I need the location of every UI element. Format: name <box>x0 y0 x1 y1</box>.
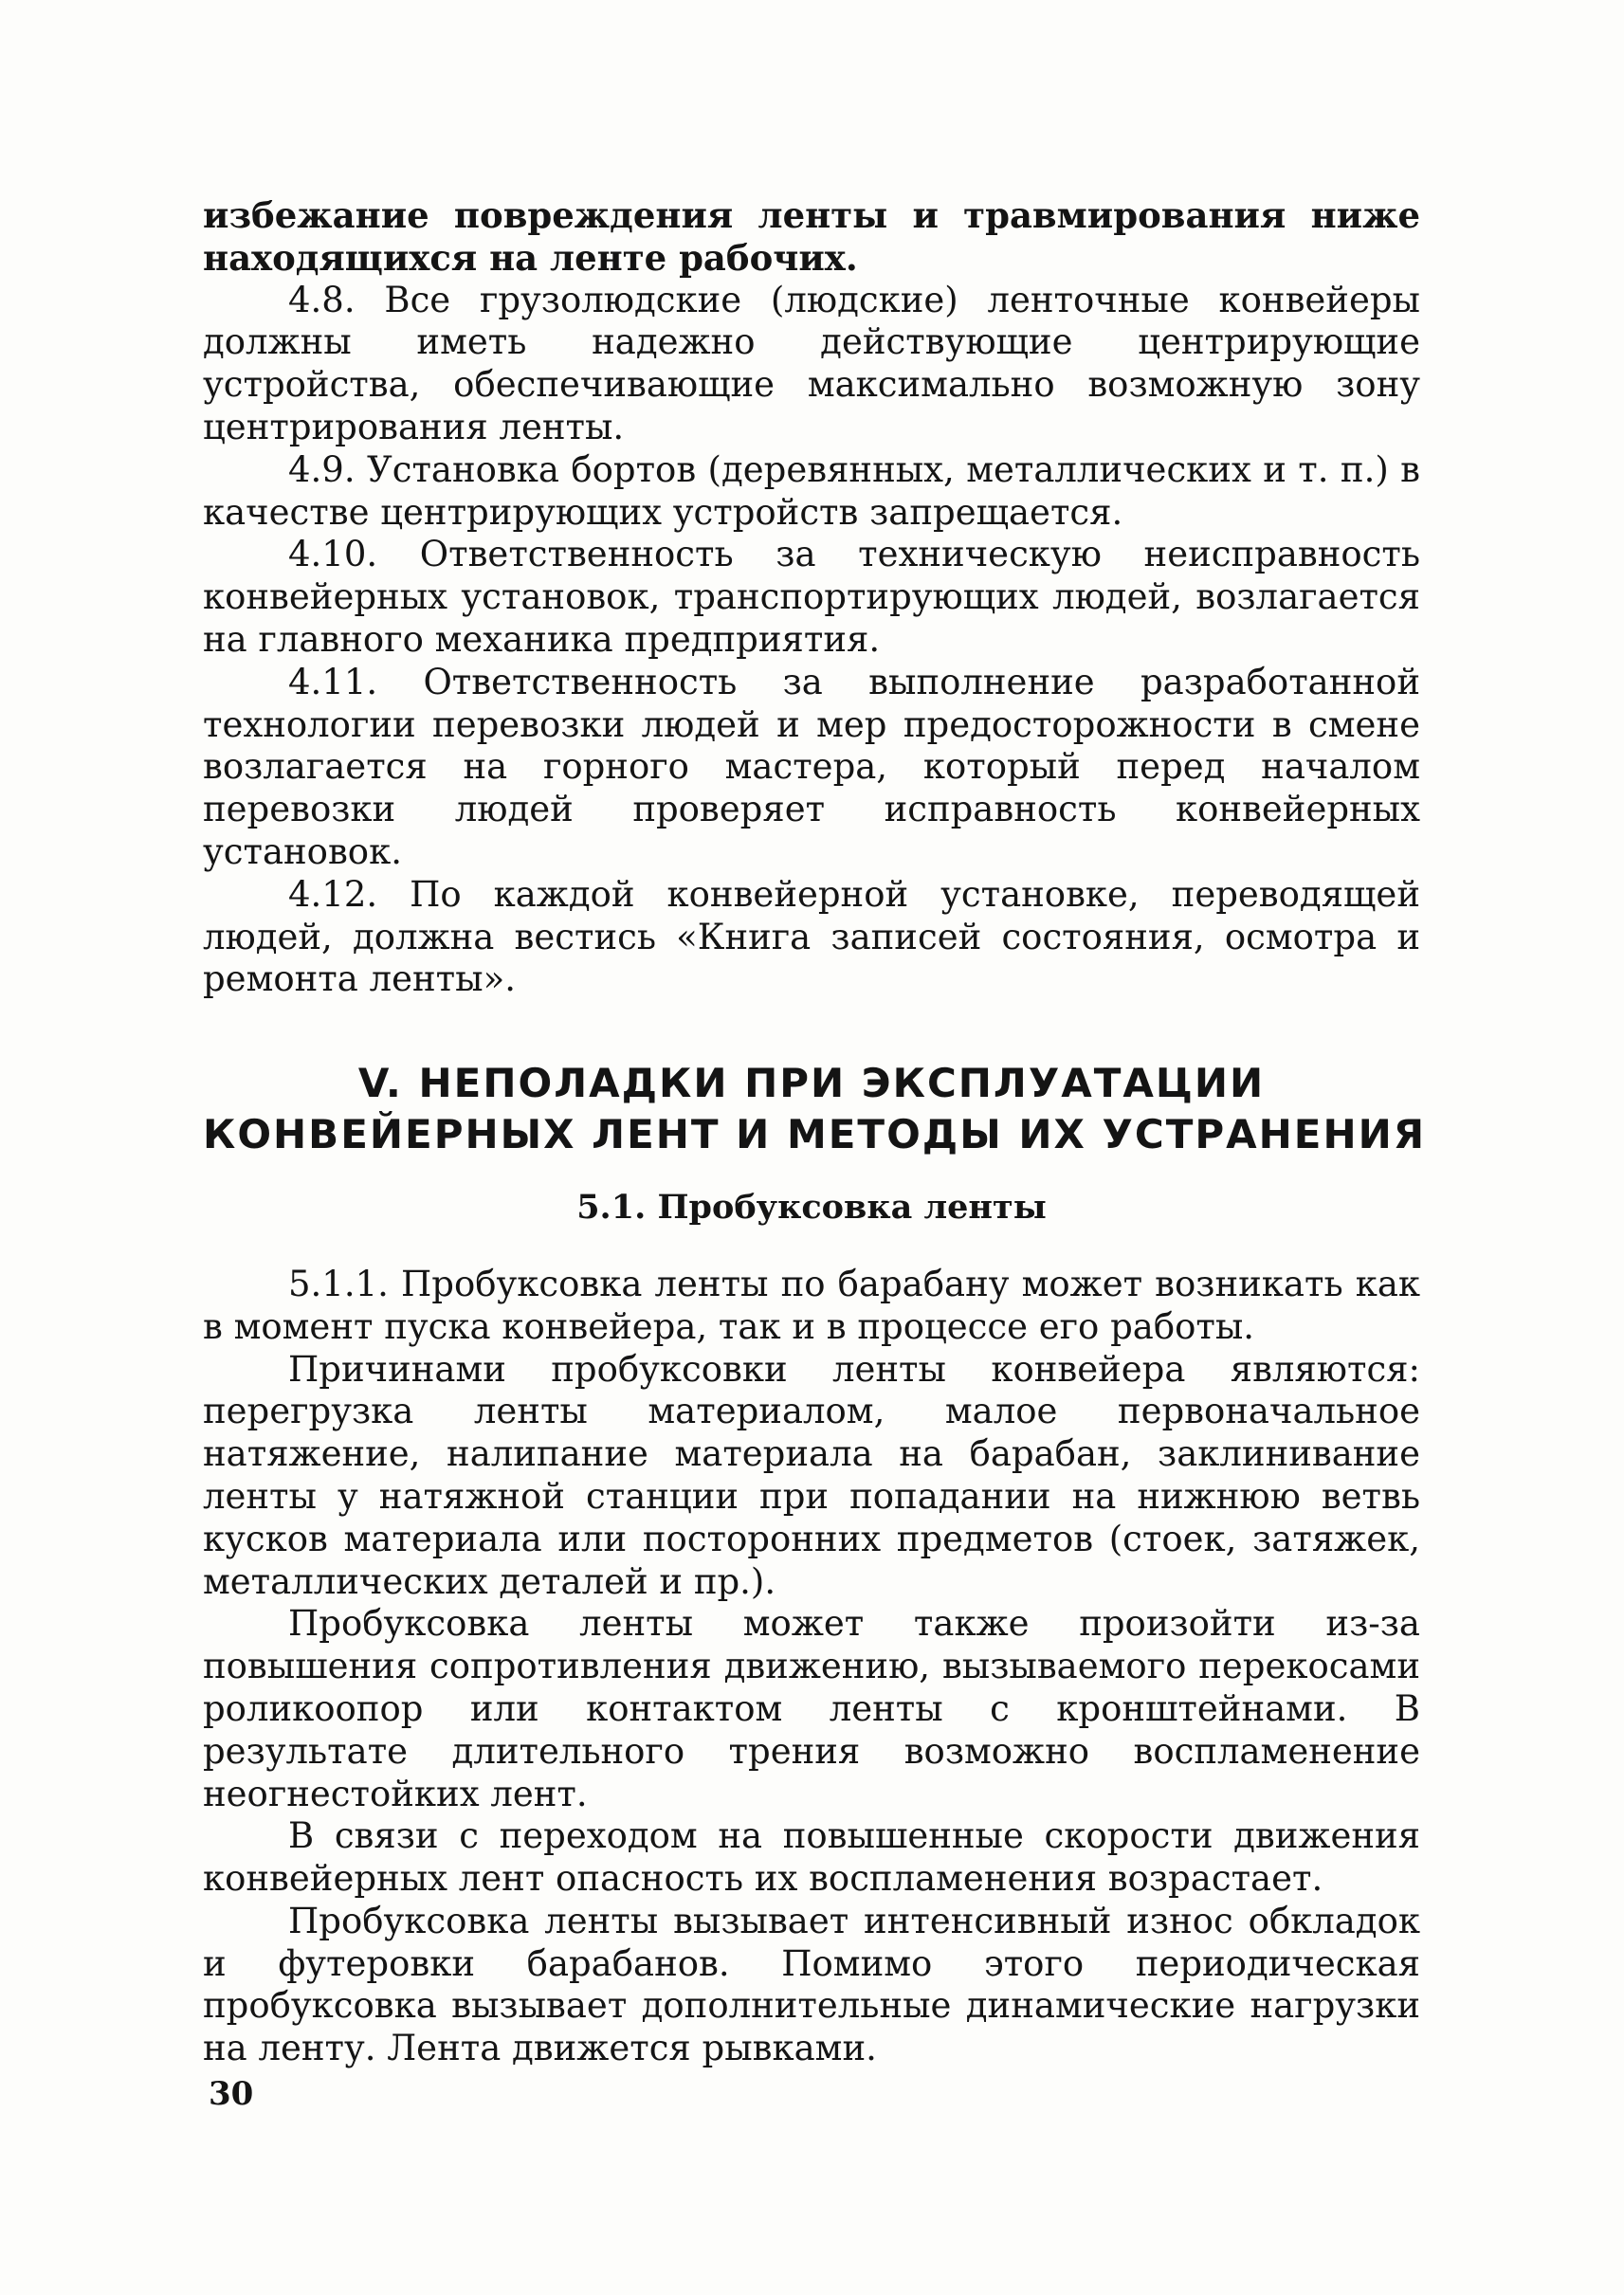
paragraph-5-1-1: 5.1.1. Пробуксовка ленты по барабану может возникать как в момент пуска конвейера, так и в процессе его работы. <box>203 1263 1420 1347</box>
chapter-title-line-1: V. НЕПОЛАДКИ ПРИ ЭКСПЛУАТАЦИИ <box>357 1060 1266 1107</box>
text-block <box>203 194 1427 2070</box>
paragraph-continuation: избежание повреждения ленты и травмирования ниже находящихся на ленте рабочих. <box>203 194 1420 279</box>
section-title: 5.1. Пробуксовка ленты <box>576 1188 1047 1228</box>
chapter-title-line-2: КОНВЕЙЕРНЫХ ЛЕНТ И МЕТОДЫ ИХ УСТРАНЕНИЯ <box>203 1111 1427 1158</box>
paragraph-4-9: 4.9. Установка бортов (деревянных, металлических и т. п.) в качестве центрирующих устройств запрещается. <box>203 448 1420 533</box>
paragraph-4-11: 4.11. Ответственность за выполнение разработанной технологии перевозки людей и мер предосторожности в смене возлагается на горного мастера, который перед началом перевозки людей проверяет исправность конвейерных установок. <box>203 661 1420 872</box>
paragraph-wear: Пробуксовка ленты вызывает интенсивный износ обкладок и футеровки барабанов. Помимо этого периодическая пробуксовка вызывает дополнительные динамические нагрузки на ленту. Лента движется рывками. <box>203 1900 1420 2069</box>
page-number: 30 <box>209 2075 254 2113</box>
paragraph-causes: Причинами пробуксовки ленты конвейера являются: перегрузка ленты материалом, малое первоначальное натяжение, налипание материала на барабан, заклинивание ленты у натяжной станции при попадании на нижнюю ветвь кусков материала или посторонних предметов (стоек, затяжек, металлических деталей и пр.). <box>203 1348 1420 1602</box>
paragraph-4-8: 4.8. Все грузолюдские (людские) ленточные конвейеры должны иметь надежно действующие центрирующие устройства, обеспечивающие максимально возможную зону центрирования ленты. <box>203 279 1420 447</box>
paragraph-4-10: 4.10. Ответственность за техническую неисправность конвейерных установок, транспортирующих людей, возлагается на главного механика предприятия. <box>203 534 1420 660</box>
paragraph-4-12: 4.12. По каждой конвейерной установке, переводящей людей, должна вестись «Книга записей состояния, осмотра и ремонта ленты». <box>203 873 1420 1000</box>
paragraph-resistance: Пробуксовка ленты может также произойти из-за повышения сопротивления движению, вызываемого перекосами роликоопор или контактом ленты с кронштейнами. В результате длительного трения возможно воспламенение неогнестойких лент. <box>203 1603 1420 1814</box>
chapter-title <box>203 1058 1427 1160</box>
paragraph-speed: В связи с переходом на повышенные скорости движения конвейерных лент опасность их воспламенения возрастает. <box>203 1815 1420 1900</box>
